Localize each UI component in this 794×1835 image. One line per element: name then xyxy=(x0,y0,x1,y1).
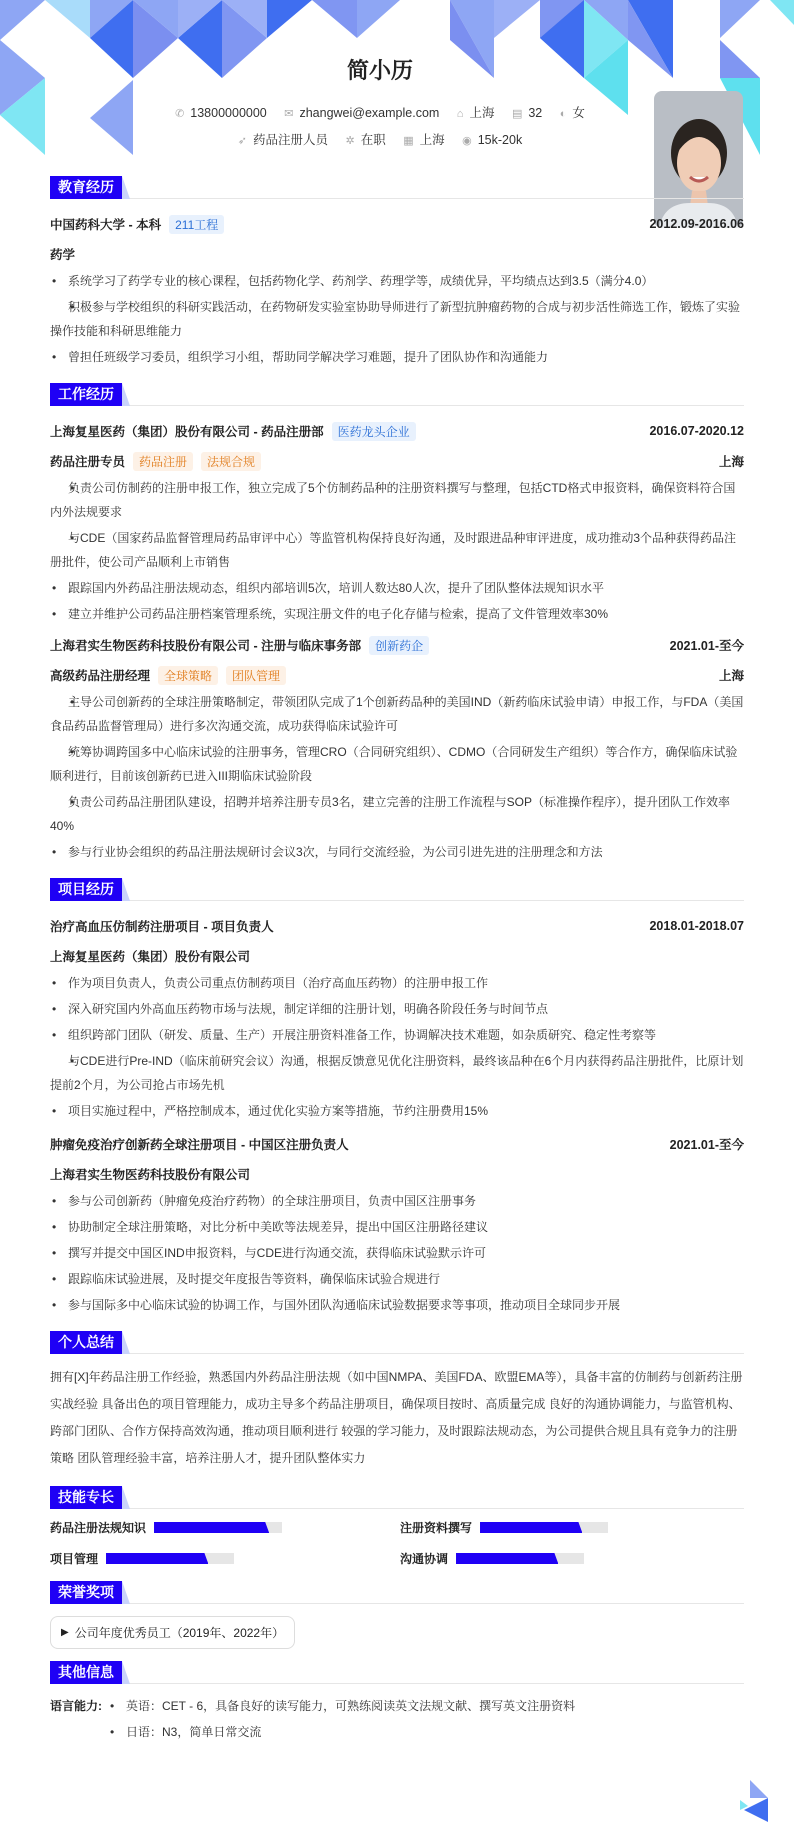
gender: 女 xyxy=(572,106,585,120)
city: 上海 xyxy=(718,669,744,683)
age-icon: ▤ xyxy=(511,108,523,120)
section-title: 其他信息 xyxy=(50,1661,122,1684)
status-icon: ✲ xyxy=(345,135,355,147)
list-item: • 主导公司创新药的全球注册策略制定，带领团队完成了1个创新药品种的美国IND（新药临床试验申请）申报工作，与FDA（美国食品药品监督管理局）进行多次沟通交流，成功获得临床试验许可 xyxy=(50,690,744,738)
summary-text: 拥有[X]年药品注册工作经验，熟悉国内外药品注册法规（如中国NMPA、美国FDA、欧盟EMA等），具备丰富的仿制药与创新药注册实战经验 具备出色的项目管理能力，成功主导多个药品注册项目，确保项目按时、高质量完成 良好的沟通协调能力，与监管机构、跨部门团队、合作方保持高效沟通，推动项目顺利进行 较强的学习能力，及时跟踪法规动态，为公司提供合规且具有竞争力的注册策略 团队管理经验丰富，培养注册人才，提升团队整体实力 xyxy=(50,1370,743,1465)
skill-item xyxy=(400,1519,744,1536)
awards-section xyxy=(50,1581,744,1661)
skill-name: 沟通协调 xyxy=(400,1552,449,1566)
home-icon: ⌂ xyxy=(456,108,464,120)
date: 2021.01-至今 xyxy=(669,639,744,653)
list-item: • 参与公司创新药（肿瘤免疫治疗药物）的全球注册项目，负责中国区注册事务 xyxy=(50,1189,744,1213)
skills-section xyxy=(50,1486,744,1567)
company-tag: 医药龙头企业 xyxy=(332,422,416,441)
skill-level-fill xyxy=(154,1522,269,1533)
skill-level-fill xyxy=(106,1553,208,1564)
city: 上海 xyxy=(469,106,495,120)
phone-icon: ✆ xyxy=(175,108,185,120)
skill-tag: 药品注册 xyxy=(133,452,193,471)
section-title: 工作经历 xyxy=(50,383,122,406)
skill-name: 注册资料撰写 xyxy=(400,1521,473,1535)
mail-icon: ✉ xyxy=(284,108,294,120)
list-item: • 负责公司药品注册团队建设，招聘并培养注册专员3名，建立完善的注册工作流程与SOP（标准操作程序），提升团队工作效率40% xyxy=(50,790,744,838)
skill-name: 项目管理 xyxy=(50,1552,99,1566)
major: 药学 xyxy=(50,248,76,262)
skill-level-bar xyxy=(480,1522,608,1533)
language-label: 语言能力: xyxy=(50,1699,102,1713)
date: 2018.01-2018.07 xyxy=(649,919,744,933)
corner-decoration xyxy=(740,1780,774,1822)
list-item: • 英语：CET - 6，具备良好的读写能力，可熟练阅读英文法规文献、撰写英文注册资料 xyxy=(108,1694,744,1718)
section-title: 个人总结 xyxy=(50,1331,122,1354)
list-item: • 日语：N3，简单日常交流 xyxy=(108,1720,744,1744)
list-item: • 项目实施过程中，严格控制成本，通过优化实验方案等措施，节约注册费用15% xyxy=(50,1099,744,1123)
list-item: • 跟踪国内外药品注册法规动态，组织内部培训5次，培训人数达80人次，提升了团队整体法规知识水平 xyxy=(50,576,744,600)
phone: 13800000000 xyxy=(190,106,267,120)
section-title: 教育经历 xyxy=(50,176,122,199)
section-title: 荣誉奖项 xyxy=(50,1581,122,1604)
list-item: • 与CDE进行Pre-IND（临床前研究会议）沟通，根据反馈意见优化注册资料，最终该品种在6个月内获得药品注册批件，比原计划提前2个月，为公司抢占市场先机 xyxy=(50,1049,744,1097)
skill-level-bar xyxy=(106,1553,234,1564)
list-item: • 建立并维护公司药品注册档案管理系统，实现注册文件的电子化存储与检索，提高了文件管理效率30% xyxy=(50,602,744,626)
contact-row xyxy=(0,103,760,121)
skill-tag: 全球策略 xyxy=(158,666,218,685)
list-item: • 系统学习了药学专业的核心课程，包括药物化学、药剂学、药理学等，成绩优异，平均绩点达到3.5（满分4.0） xyxy=(50,269,744,293)
section-title: 项目经历 xyxy=(50,878,122,901)
skill-tag: 法规合规 xyxy=(201,452,261,471)
section-title: 技能专长 xyxy=(50,1486,122,1509)
building-icon: ▦ xyxy=(403,135,414,147)
list-item: • 与CDE（国家药品监督管理局药品审评中心）等监管机构保持良好沟通，及时跟进品种审评进度，成功推动3个品种获得药品注册批件，使公司产品顺利上市销售 xyxy=(50,526,744,574)
school: 中国药科大学 - 本科 xyxy=(50,217,162,232)
list-item: • 组织跨部门团队（研发、质量、生产）开展注册资料准备工作，协调解决技术难题，如杂质研究、稳定性考察等 xyxy=(50,1023,744,1047)
list-item: • 负责公司仿制药的注册申报工作，独立完成了5个仿制药品种的注册资料撰写与整理，包括CTD格式申报资料，确保资料符合国内外法规要求 xyxy=(50,476,744,524)
age: 32 xyxy=(528,106,543,120)
list-item: • 曾担任班级学习委员，组织学习小组，帮助同学解决学习难题，提升了团队协作和沟通能力 xyxy=(50,345,744,369)
role: 高级药品注册经理 xyxy=(50,668,151,683)
school-tag: 211工程 xyxy=(169,215,224,234)
skill-item xyxy=(50,1550,400,1567)
skill-item xyxy=(400,1550,744,1567)
date: 2016.07-2020.12 xyxy=(649,424,744,438)
salary-icon: ◉ xyxy=(462,135,472,147)
list-item: • 撰写并提交中国区IND申报资料，与CDE进行沟通交流，获得临床试验默示许可 xyxy=(50,1241,744,1265)
company: 上海复星医药（集团）股份有限公司 - 药品注册部 xyxy=(50,424,324,439)
date: 2012.09-2016.06 xyxy=(649,217,744,231)
triangle-right-icon: ▶ xyxy=(61,1627,69,1638)
list-item: • 积极参与学校组织的科研实践活动，在药物研发实验室协助导师进行了新型抗肿瘤药物的合成与初步活性筛选工作，锻炼了实验操作技能和科研思维能力 xyxy=(50,295,744,343)
list-item: • 参与行业协会组织的药品注册法规研讨会议3次，与同行交流经验，为公司引进先进的注册理念和方法 xyxy=(50,840,744,864)
work-section xyxy=(50,383,744,864)
salary: 15k-20k xyxy=(477,133,523,147)
company: 上海君实生物医药科技股份有限公司 - 注册与临床事务部 xyxy=(50,638,362,653)
list-item: • 深入研究国内外高血压药物市场与法规，制定详细的注册计划，明确各阶段任务与时间节点 xyxy=(50,997,744,1021)
target-city: 上海 xyxy=(419,133,445,147)
skill-level-bar xyxy=(154,1522,282,1533)
project-company: 上海复星医药（集团）股份有限公司 xyxy=(50,950,251,964)
role: 药品注册专员 xyxy=(50,454,126,469)
project-name: 肿瘤免疫治疗创新药全球注册项目 - 中国区注册负责人 xyxy=(50,1138,349,1152)
skill-item xyxy=(50,1519,400,1536)
list-item: • 跟踪临床试验进展，及时提交年度报告等资料，确保临床试验合规进行 xyxy=(50,1267,744,1291)
candidate-name: 简小历 xyxy=(346,58,413,83)
projects-section xyxy=(50,878,744,1317)
education-section xyxy=(50,176,744,369)
resume-header xyxy=(0,0,794,170)
city: 上海 xyxy=(718,455,744,469)
job-intent-row xyxy=(0,130,760,148)
date: 2021.01-至今 xyxy=(669,1138,744,1152)
target-position: 药品注册人员 xyxy=(253,133,329,147)
skill-level-bar xyxy=(456,1553,584,1564)
project-name: 治疗高血压仿制药注册项目 - 项目负责人 xyxy=(50,920,274,934)
project-company: 上海君实生物医药科技股份有限公司 xyxy=(50,1168,251,1182)
summary-section xyxy=(50,1331,744,1472)
list-item: • 参与国际多中心临床试验的协调工作，与国外团队沟通临床试验数据要求等事项，推动项目全球同步开展 xyxy=(50,1293,744,1317)
award-item[interactable] xyxy=(50,1616,295,1649)
other-section xyxy=(50,1661,744,1746)
email: zhangwei@example.com xyxy=(299,106,440,120)
send-icon: ➶ xyxy=(237,135,247,147)
gender-icon: ◐ xyxy=(559,108,567,120)
skill-tag: 团队管理 xyxy=(226,666,286,685)
list-item: • 作为项目负责人，负责公司重点仿制药项目（治疗高血压药物）的注册申报工作 xyxy=(50,971,744,995)
skill-level-fill xyxy=(456,1553,558,1564)
job-status: 在职 xyxy=(360,133,386,147)
skill-name: 药品注册法规知识 xyxy=(50,1521,147,1535)
list-item: • 统筹协调跨国多中心临床试验的注册事务，管理CRO（合同研究组织）、CDMO（合同研发生产组织）等合作方，确保临床试验顺利进行，目前该创新药已进入III期临床试验阶段 xyxy=(50,740,744,788)
resume-body xyxy=(50,176,744,1760)
company-tag: 创新药企 xyxy=(369,636,429,655)
list-item: • 协助制定全球注册策略，对比分析中美欧等法规差异，提出中国区注册路径建议 xyxy=(50,1215,744,1239)
award-text: 公司年度优秀员工（2019年、2022年） xyxy=(74,1626,285,1640)
skill-level-fill xyxy=(480,1522,582,1533)
